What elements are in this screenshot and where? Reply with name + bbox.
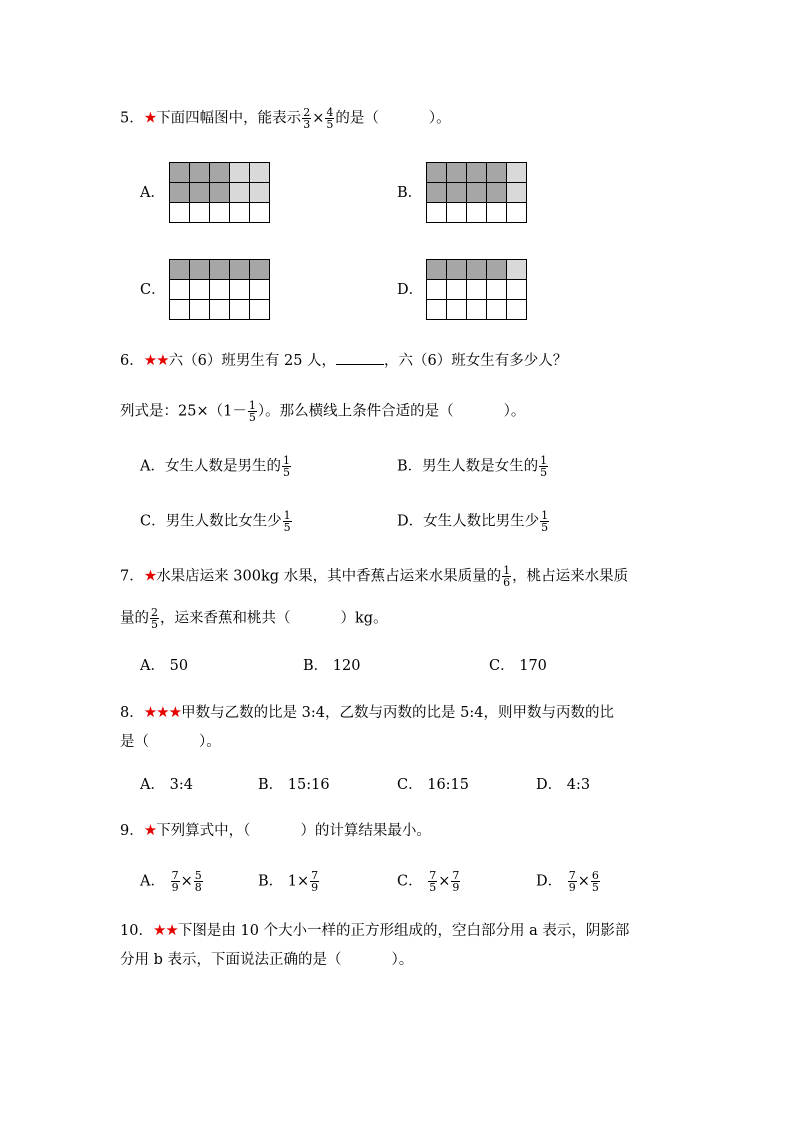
grid-cell-dark [447,260,467,280]
q8-option-c[interactable]: C． 16:15 [397,777,470,793]
fraction: $\frac{7}{9}$ [568,869,576,894]
grid-cell-white [230,280,250,300]
grid-cell-light [507,183,527,203]
grid-cell-dark [487,260,507,280]
fraction: $\frac{1}{5}$ [283,509,291,534]
grid-cell-white [507,300,527,320]
q6-option-c[interactable]: C．男生人数比女生少 $\frac{1}{5}$ [140,509,291,534]
q8-stem: 8．★★★甲数与乙数的比是 3:4，乙数与丙数的比是 5:4，则甲数与丙数的比 [120,703,614,721]
grid-cell-dark [487,183,507,203]
fraction: $\frac{7}{9}$ [171,869,179,894]
grid-cell-white [210,300,230,320]
q10-stem-line2: 分用 b 表示，下面说法正确的是（ ）。 [120,952,414,968]
q9-stem: 9．★下列算式中，（ ）的计算结果最小。 [120,821,431,839]
q9-option-b[interactable]: B． 1× $\frac{7}{9}$ [258,869,319,894]
grid-cell-white [427,280,447,300]
q10-stem: 10．★★下图是由 10 个大小一样的正方形组成的，空白部分用 a 表示，阴影部 [120,921,630,939]
q5-option-d-label[interactable]: D． [397,282,424,298]
difficulty-star-icon: ★★★ [143,703,182,721]
fraction: $\frac{5}{8}$ [194,869,202,894]
grid-cell-dark [447,163,467,183]
grid-cell-dark [427,260,447,280]
grid-cell-light [507,163,527,183]
grid-cell-white [210,280,230,300]
grid-cell-white [190,300,210,320]
grid-cell-white [210,203,230,223]
grid-cell-dark [190,260,210,280]
grid-cell-light [230,163,250,183]
q5-option-a-label[interactable]: A． [140,185,165,201]
fraction: $\frac{6}{5}$ [591,869,599,894]
q9-option-d[interactable]: D． $\frac{7}{9}$ × $\frac{6}{5}$ [536,869,599,894]
grid-cell-white [447,300,467,320]
grid-cell-white [250,300,270,320]
grid-cell-light [230,183,250,203]
fraction: $\frac{2}{5}$ [151,606,158,631]
q6-stem: 6．★★六（6）班男生有 25 人， ，六（6）班女生有多少人？ [120,351,568,369]
grid-cell-light [507,260,527,280]
fraction: $\frac{2}{3}$ [303,106,311,131]
grid-cell-dark [427,183,447,203]
q5-option-b-grid[interactable] [426,162,527,223]
q9-option-c[interactable]: C． $\frac{7}{5}$ × $\frac{7}{9}$ [397,869,460,894]
q7-stem-line2: 量的 $\frac{2}{5}$ ，运来香蕉和桃共（ ）kg。 [120,606,388,631]
fraction: $\frac{1}{5}$ [248,399,256,424]
difficulty-star-icon: ★★ [143,351,169,369]
fraction: $\frac{1}{5}$ [541,509,549,534]
q6-formula-line: 列式是：25×（1－ $\frac{1}{5}$ ）。那么横线上条件合适的是（ ）。 [120,399,526,424]
grid-cell-white [467,280,487,300]
q9-option-a[interactable]: A． $\frac{7}{9}$ × $\frac{5}{8}$ [140,869,202,894]
q5-stem: 5．★下面四幅图中，能表示 $\frac{2}{3}$ × $\frac{4}{5}$ 的是（ ）。 [120,106,451,131]
grid-cell-white [170,300,190,320]
grid-cell-dark [190,183,210,203]
grid-cell-white [507,203,527,223]
fraction: $\frac{4}{5}$ [326,106,334,131]
fraction: $\frac{7}{5}$ [429,869,437,894]
grid-cell-dark [467,183,487,203]
grid-cell-white [487,300,507,320]
q8-option-a[interactable]: A． 3:4 [140,777,193,793]
grid-cell-dark [427,163,447,183]
grid-cell-dark [190,163,210,183]
grid-cell-white [190,203,210,223]
grid-cell-dark [467,163,487,183]
q5-option-b-label[interactable]: B． [397,185,423,201]
grid-cell-dark [170,163,190,183]
grid-cell-dark [447,183,467,203]
grid-cell-light [250,183,270,203]
difficulty-star-icon: ★ [143,821,157,839]
grid-cell-dark [467,260,487,280]
grid-cell-dark [250,260,270,280]
difficulty-star-icon: ★★ [152,921,178,939]
grid-cell-white [170,203,190,223]
difficulty-star-icon: ★ [143,566,157,585]
q6-option-a[interactable]: A．女生人数是男生的 $\frac{1}{5}$ [140,454,290,479]
q6-option-b[interactable]: B．男生人数是女生的 $\frac{1}{5}$ [397,454,548,479]
grid-cell-white [447,280,467,300]
grid-cell-white [230,300,250,320]
grid-cell-dark [170,183,190,203]
q8-stem-line2: 是（ ）。 [120,734,221,750]
fraction: $\frac{1}{5}$ [282,454,290,479]
grid-cell-dark [210,260,230,280]
grid-cell-white [467,300,487,320]
grid-cell-white [427,300,447,320]
q5-option-d-grid[interactable] [426,259,527,320]
grid-cell-white [487,203,507,223]
fraction: $\frac{1}{6}$ [503,564,511,589]
grid-cell-white [250,203,270,223]
grid-cell-dark [230,260,250,280]
q7-option-c[interactable]: C． 170 [489,658,547,674]
fraction: $\frac{7}{9}$ [452,869,460,894]
grid-cell-dark [210,163,230,183]
q7-option-a[interactable]: A． 50 [140,658,189,674]
grid-cell-white [427,203,447,223]
grid-cell-white [487,280,507,300]
q5-option-c-label[interactable]: C． [140,282,166,298]
grid-cell-white [447,203,467,223]
q8-option-b[interactable]: B． 15:16 [258,777,330,793]
grid-cell-white [250,280,270,300]
grid-cell-white [170,280,190,300]
grid-cell-white [507,280,527,300]
grid-cell-light [250,163,270,183]
q8-option-d[interactable]: D． 4:3 [536,777,591,793]
grid-cell-white [190,280,210,300]
grid-cell-dark [487,163,507,183]
answer-blank-line[interactable] [336,350,384,365]
q7-option-b[interactable]: B． 120 [303,658,361,674]
q7-stem: 7．★水果店运来 300kg 水果，其中香蕉占运来水果质量的 $\frac{1}{6}$ ，桃占运来水果质 [120,564,629,589]
grid-cell-dark [210,183,230,203]
grid-cell-white [230,203,250,223]
q5-option-c-grid[interactable] [169,259,270,320]
grid-cell-white [467,203,487,223]
difficulty-star-icon: ★ [143,108,157,127]
grid-cell-dark [170,260,190,280]
fraction: $\frac{7}{9}$ [311,869,319,894]
q6-option-d[interactable]: D．女生人数比男生少 $\frac{1}{5}$ [397,509,549,534]
fraction: $\frac{1}{5}$ [540,454,548,479]
q5-option-a-grid[interactable] [169,162,270,223]
